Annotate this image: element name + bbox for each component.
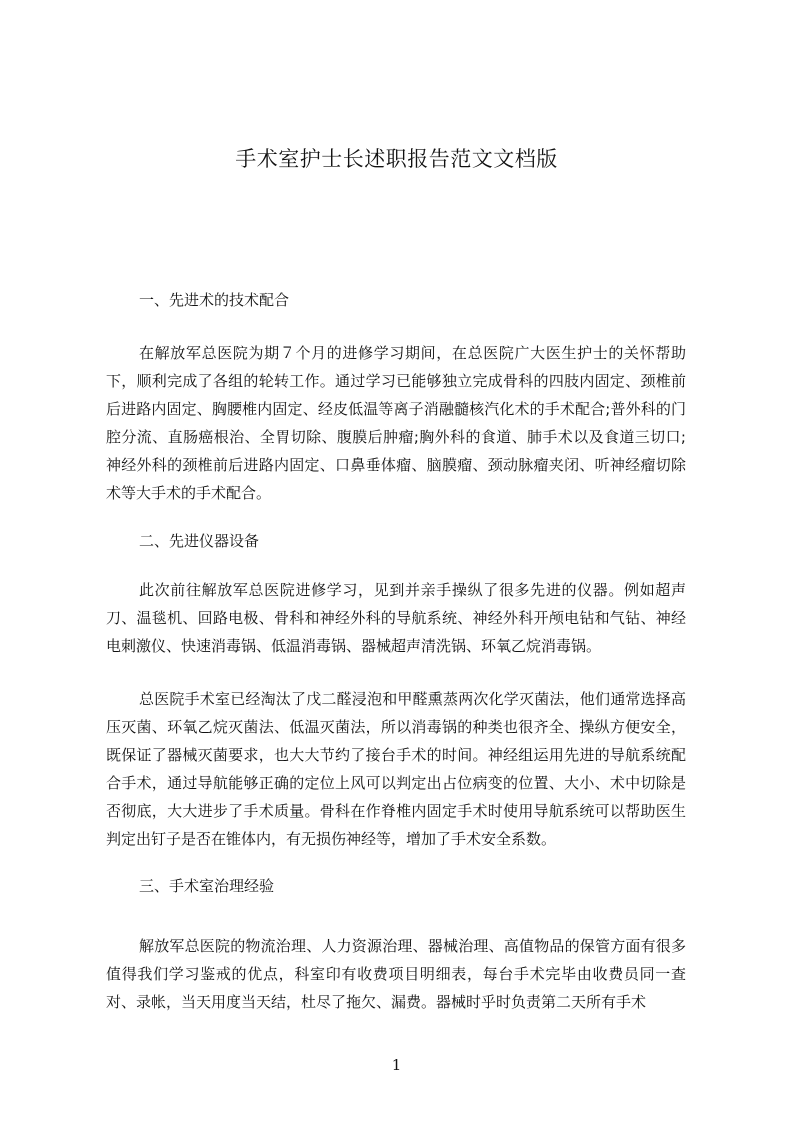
document-title: 手术室护士长述职报告范文文档版 <box>235 147 558 171</box>
section-heading-technique: 一、先进术的技术配合 <box>139 291 290 309</box>
section-paragraph: 此次前往解放军总医院进修学习，见到并亲手操纵了很多先进的仪器。例如超声刀、温毯机、回路电极、骨科和神经外科的导航系统、神经外科开颅电钻和气钻、神经电刺激仪、快速消毒锅、低温消毒锅、器械超声清洗锅、环氧乙烷消毒锅。 <box>106 581 686 655</box>
section-heading-equipment: 二、先进仪器设备 <box>139 532 260 550</box>
section-paragraph: 解放军总医院的物流治理、人力资源治理、器械治理、高值物品的保管方面有很多值得我们学习鉴戒的优点，科室印有收费项目明细表，每台手术完毕由收费员同一查对、录帐，当天用度当天结，杜尽了拖欠、漏费。器械时乎时负责第二天所有手术 <box>106 937 686 1011</box>
page-number: 1 <box>391 1056 402 1074</box>
section-paragraph: 总医院手术室已经淘汰了戊二醛浸泡和甲醛熏蒸两次化学灭菌法，他们通常选择高压灭菌、环氧乙烷灭菌法、低温灭菌法，所以消毒锅的种类也很齐全、操纵方便安全，既保证了器械灭菌要求，也大大节约了接台手术的时间。神经组运用先进的导航系统配合手术，通过导航能够正确的定位上风可以判定出占位病变的位置、大小、术中切除是否彻底，大大进步了手术质量。骨科在作脊椎内固定手术时使用导航系统可以帮助医生判定出钉子是否在锥体内，有无损伤神经等，增加了手术安全系数。 <box>106 690 686 848</box>
section-heading-management: 三、手术室治理经验 <box>139 877 275 895</box>
section-paragraph: 在解放军总医院为期７个月的进修学习期间，在总医院广大医生护士的关怀帮助下，顺利完成了各组的轮转工作。通过学习已能够独立完成骨科的四肢内固定、颈椎前后进路内固定、胸腰椎内固定、经皮低温等离子消融髓核汽化术的手术配合;普外科的门腔分流、直肠癌根治、全胃切除、腹膜后肿瘤;胸外科的食道、肺手术以及食道三切口;神经外科的颈椎前后进路内固定、口鼻垂体瘤、脑膜瘤、颈动脉瘤夹闭、听神经瘤切除术等大手术的手术配合。 <box>106 344 686 502</box>
